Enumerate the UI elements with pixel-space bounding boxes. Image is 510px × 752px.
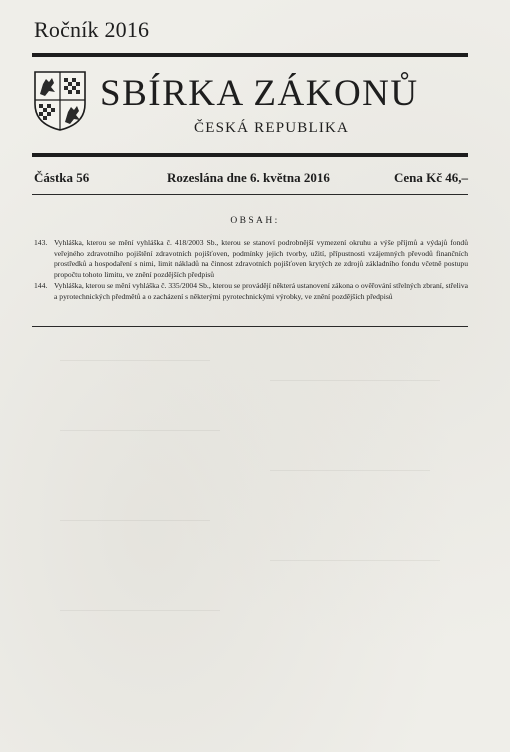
entry-text: Vyhláška, kterou se mění vyhláška č. 335/2004 Sb., kterou se provádějí některá ustanovení zákona o ověřování střelných zbraní, střeliva a pyrotechnických předmětů a o zacházení s některými pyrotechnickými výrobky, ve znění pozdějších předpisů xyxy=(54,281,468,301)
entry-number: 143. xyxy=(34,238,48,247)
top-rule xyxy=(32,53,468,57)
issue-number: Částka 56 xyxy=(34,170,90,185)
state-emblem-icon xyxy=(33,70,87,132)
gazette-title: SBÍRKA ZÁKONŮ xyxy=(100,73,419,114)
entry-text: Vyhláška, kterou se mění vyhláška č. 418/2003 Sb., kterou se stanoví podrobnější vymezení okruhu a výše příjmů a výdajů fondů veřejného zdravotního pojištění zdravotních pojišťoven, podmínky jejich tvorby, užití, přípustnosti vzájemných převodů finančních prostředků a hospodaření s nimi, limit nákladů na činnost zdravotních pojišťoven krytých ze zdrojů základního fondu včetně postupu propočtu tohoto limitu, ve znění pozdějších předpisů xyxy=(54,238,468,279)
country-subtitle: ČESKÁ REPUBLIKA xyxy=(194,120,350,136)
bleed-through-line xyxy=(60,520,210,521)
bleed-through-line xyxy=(270,380,440,381)
bleed-through-line xyxy=(60,360,210,361)
bleed-through-line xyxy=(60,610,220,611)
masthead-bottom-rule xyxy=(32,153,468,157)
issue-info-row xyxy=(34,170,468,188)
entry-number: 144. xyxy=(34,281,48,290)
contents-entry xyxy=(34,238,468,280)
contents-entry xyxy=(34,281,468,302)
bleed-through-line xyxy=(270,560,440,561)
contents-bottom-rule xyxy=(32,326,468,327)
contents-heading: OBSAH: xyxy=(230,216,280,226)
bleed-through-line xyxy=(270,470,430,471)
issue-price: Cena Kč 46,– xyxy=(393,170,468,185)
bleed-through-line xyxy=(60,430,220,431)
release-date: Rozeslána dne 6. května 2016 xyxy=(167,170,330,185)
info-rule xyxy=(32,194,468,195)
volume-year: Ročník 2016 xyxy=(34,17,150,42)
